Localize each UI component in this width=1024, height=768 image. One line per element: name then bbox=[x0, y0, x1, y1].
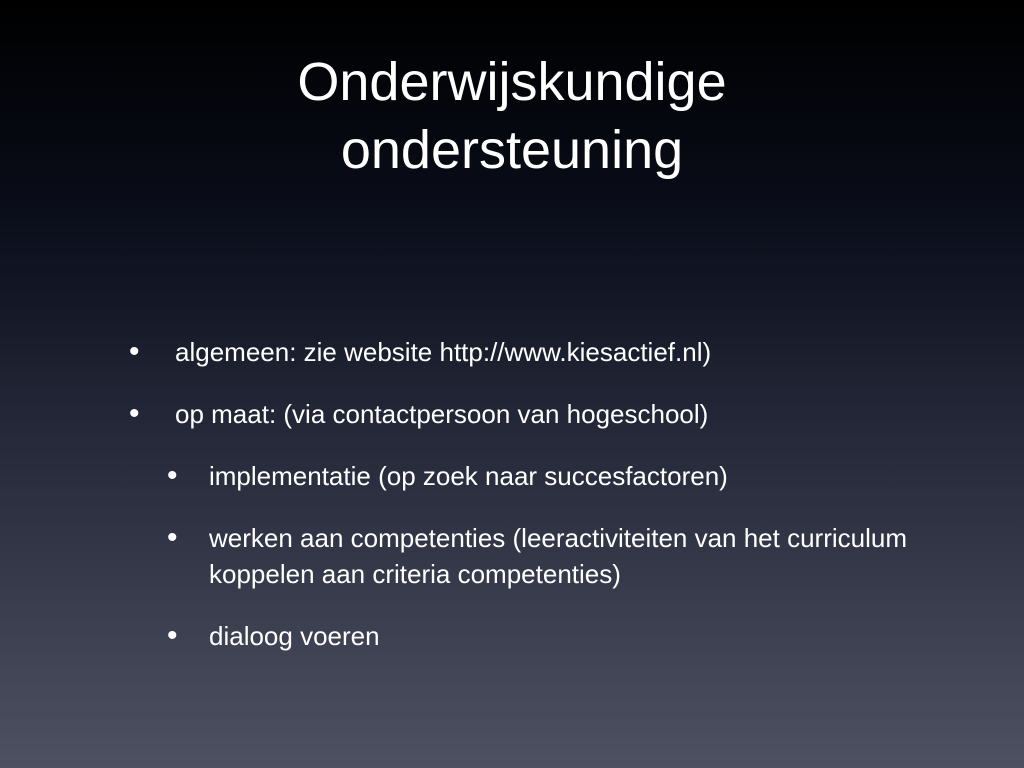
bullet-dot-icon: • bbox=[129, 335, 140, 368]
bullet-text: op maat: (via contactpersoon van hogeschool) bbox=[175, 399, 709, 429]
slide-title bbox=[0, 48, 1024, 184]
bullet-dot-icon: • bbox=[167, 619, 178, 652]
bullet-list bbox=[0, 334, 1024, 680]
sub-bullet-item-implementatie bbox=[0, 458, 929, 494]
bullet-dot-icon: • bbox=[167, 459, 178, 492]
bullet-text: algemeen: zie website http://www.kiesactief.nl) bbox=[175, 337, 712, 367]
bullet-dot-icon: • bbox=[129, 397, 140, 430]
bullet-item-algemeen bbox=[0, 334, 1024, 370]
bullet-item-op-maat bbox=[0, 396, 1024, 432]
bullet-text: werken aan competenties (leeractiviteiten van het curriculum koppelen aan criteria competenties) bbox=[209, 523, 908, 589]
sub-bullet-item-competenties bbox=[0, 520, 929, 592]
slide-title-line-2: ondersteuning bbox=[340, 120, 684, 180]
bullet-text: dialoog voeren bbox=[209, 621, 380, 651]
bullet-text: implementatie (op zoek naar succesfactoren) bbox=[209, 461, 728, 491]
sub-bullet-item-dialoog bbox=[0, 618, 929, 654]
bullet-dot-icon: • bbox=[167, 521, 178, 554]
slide-title-line-1: Onderwijskundige bbox=[297, 52, 727, 112]
